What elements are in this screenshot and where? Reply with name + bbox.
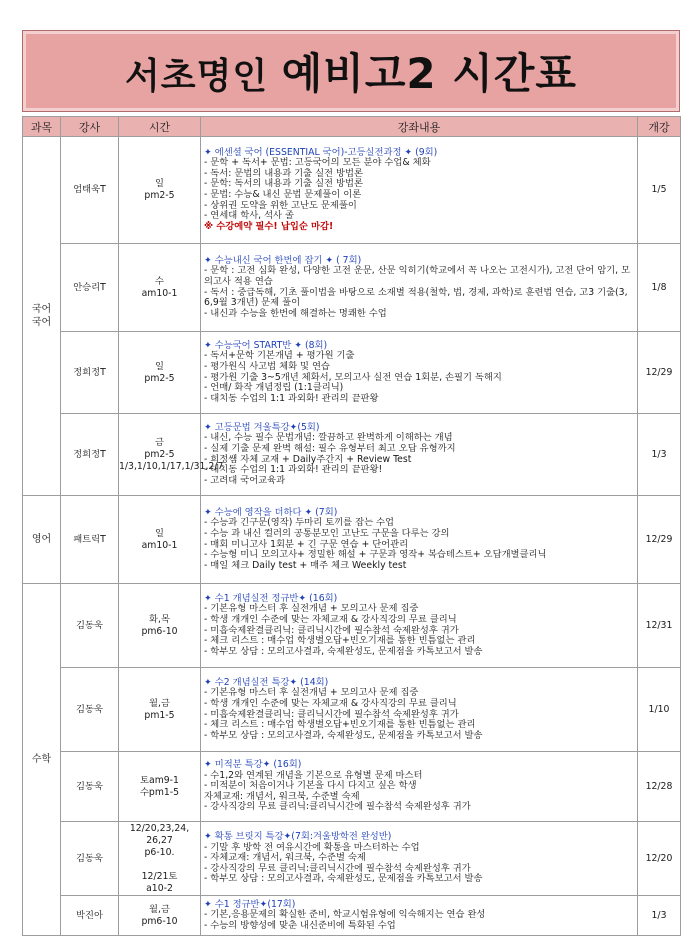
course-line: - 내신, 수능 필수 문법개념: 깔끔하고 완벽하게 이해하는 개념 <box>204 432 453 444</box>
course-line: - 상위권 도약을 위한 고난도 문제풀이 <box>204 199 357 211</box>
course-title: ✦ 수1 개념실전 정규반✦ (16회) <box>204 592 338 604</box>
content-cell <box>201 668 638 752</box>
course-title: ✦ 미적분 특강✦ (16회) <box>204 759 302 771</box>
timetable-page <box>22 30 680 936</box>
title-banner <box>22 30 680 112</box>
time-cell: 12/20,23,24, 26,27 p6-10. 12/21토 a10-2 <box>119 822 201 896</box>
header-subject: 과목 <box>23 117 61 137</box>
course-line: - 문학 + 독서+ 문법: 고등국어의 모든 분야 수업& 체화 <box>204 157 431 169</box>
table-row <box>23 752 681 822</box>
subject-cell: 국어 국어 <box>23 137 61 496</box>
content-cell <box>201 332 638 414</box>
course-line: - 수능 과 내신 컬러의 공통분모인 고난도 구문을 다루는 강의 <box>204 527 450 539</box>
course-line: - 학생 개개인 수준에 맞는 자체교재 & 강사직강의 무료 클리닉 <box>204 697 457 709</box>
header-content: 강좌내용 <box>201 117 638 137</box>
content-cell <box>201 752 638 822</box>
course-line: - 학부모 상담 : 모의고사결과, 숙제완성도, 문제점을 카톡보고서 발송 <box>204 873 483 885</box>
header-teacher: 강사 <box>61 117 119 137</box>
time-cell: 토am9-1 수pm1-5 <box>119 752 201 822</box>
table-row <box>23 668 681 752</box>
course-line: - 기본,응용문제의 확실한 준비, 학교시험유형에 익숙해지는 연습 완성 <box>204 909 486 921</box>
course-title: ✦ 수2 개념실전 특강✦ (14회) <box>204 676 329 688</box>
course-line: - 수능형 미니 모의고사+ 정밀한 해설 + 구문과 영작+ 복습테스트+ 오답개별클리닉 <box>204 549 547 561</box>
course-title: ✦ 수1 정규반✦(17회) <box>204 898 296 910</box>
course-line: - 독서+문학 기본개념 + 평가원 기출 <box>204 350 355 362</box>
time-cell: 일 pm2-5 <box>119 332 201 414</box>
course-line: - 실제 기출 문제 완벽 해설: 필수 유형부터 최고 오답 유형까지 <box>204 442 456 454</box>
course-line: - 체크 리스트 : 매수업 학생별오답+빈오기재를 통한 빈틈없는 관리 <box>204 719 476 731</box>
course-line: - 매일 체크 Daily test + 매주 체크 Weekly test <box>204 559 407 571</box>
content-cell <box>201 896 638 936</box>
content-cell <box>201 822 638 896</box>
course-title: ✦ 수능국어 START반 ✦ (8회) <box>204 339 328 351</box>
course-line: - 미적분이 처음이거나 기본을 다시 다지고 싶은 학생 <box>204 780 417 792</box>
table-row <box>23 584 681 668</box>
timetable <box>22 116 681 936</box>
header-start: 개강 <box>638 117 681 137</box>
time-cell: 금 pm2-5 1/3,1/10,1/17,1/31,2/7 <box>119 414 201 496</box>
start-cell: 12/29 <box>638 496 681 584</box>
course-line: - 기본유형 마스터 후 실전개념 + 모의고사 문제 집중 <box>204 603 419 615</box>
teacher-cell: 엄태욱T <box>61 137 119 244</box>
teacher-cell: 박진아 <box>61 896 119 936</box>
course-warning: ※ 수강예약 필수! 납입순 마감! <box>204 220 334 232</box>
course-line: 자체교재: 개념서, 워크북, 수준별 숙제 <box>204 790 360 802</box>
course-line: - 문법: 수능& 내신 문법 문제풀이 이론 <box>204 189 362 200</box>
course-line: - 미흡숙제완결클리닉: 클리닉시간에 필수참석 숙제완성후 귀가 <box>204 708 459 720</box>
course-line: - 수능의 방향성에 맞춘 내신준비에 특화된 수업 <box>204 919 396 931</box>
course-line: - 독서: 문법의 내용과 기출 실전 방법론 <box>204 167 363 179</box>
content-cell <box>201 496 638 584</box>
course-line: - 매회 미니고사 1회분 + 긴 구문 연습 + 단어관리 <box>204 538 409 550</box>
page-title <box>125 41 577 101</box>
start-cell: 12/31 <box>638 584 681 668</box>
teacher-cell: 김동욱 <box>61 822 119 896</box>
course-line: - 내신과 수능을 한번에 해결하는 명쾌한 수업 <box>204 307 387 319</box>
course-line: - 강사직강의 무료 클리닉:클리닉시간에 필수참석 숙제완성후 귀가 <box>204 801 471 813</box>
table-row <box>23 137 681 244</box>
content-cell <box>201 244 638 332</box>
title-part2: 예비고2 시간표 <box>281 49 577 98</box>
course-line: - 고려대 국어교육과 <box>204 474 286 486</box>
course-title: ✦ 확통 브릿지 특강✦(7회:겨울방학전 완성반) <box>204 831 392 843</box>
teacher-cell: 김동욱 <box>61 584 119 668</box>
course-line: - 평가원식 사고법 체화 및 연습 <box>204 360 330 372</box>
time-cell: 일 am10-1 <box>119 496 201 584</box>
time-cell: 월,금 pm6-10 <box>119 896 201 936</box>
subject-cell: 영어 <box>23 496 61 584</box>
table-row <box>23 414 681 496</box>
start-cell: 12/20 <box>638 822 681 896</box>
course-title: ✦ 수능에 영작을 더하다 ✦ (7회) <box>204 506 338 518</box>
header-time: 시간 <box>119 117 201 137</box>
course-line: - 독서 : 중급독해, 기초 풀이법을 바탕으로 소재별 적용(철학, 법, 경제, 과학)로 훈련법 연습, 고3 기출(3, 6,9월 3개년) 문제 풀이 <box>204 286 628 309</box>
course-line: - 학부모 상담 : 모의고사결과, 숙제완성도, 문제점을 카톡보고서 발송 <box>204 729 483 741</box>
course-line: - 희정쌤 자체 교재 + Daily주간지 + Review Test <box>204 453 412 465</box>
course-line: - 대치동 수업의 1:1 과외화! 관리의 끝판왕! <box>204 464 383 476</box>
course-line: - 체크 리스트 : 매수업 학생별오답+빈오기재를 통한 빈틈없는 관리 <box>204 635 476 647</box>
start-cell: 1/3 <box>638 414 681 496</box>
start-cell: 1/8 <box>638 244 681 332</box>
table-row <box>23 244 681 332</box>
course-line: - 자체교재: 개념서, 워크북, 수준별 숙제 <box>204 852 366 864</box>
content-cell <box>201 584 638 668</box>
teacher-cell: 정희정T <box>61 414 119 496</box>
course-line: - 미흡숙제완결클리닉: 클리닉시간에 필수참석 숙제완성후 귀가 <box>204 624 459 636</box>
course-line: - 문학 : 고전 심화 완성, 다양한 고전 운문, 산문 익히기(학교에서 꼭 나오는 고전시가), 고전 단어 암기, 모의고사 적용 연습 <box>204 265 631 287</box>
course-line: - 기말 후 방학 전 여유시간에 확통을 마스터하는 수업 <box>204 841 420 853</box>
teacher-cell: 김동욱 <box>61 668 119 752</box>
course-line: - 연세대 학사, 석사 졸 <box>204 210 294 222</box>
course-line: - 수능과 긴구문(영작) 두마리 토끼를 잡는 수업 <box>204 517 394 529</box>
timetable-body <box>23 137 681 936</box>
course-line: - 평가원 기출 3~5개년 체화서, 모의고사 실전 연습 1회분, 손필기 독해지 <box>204 371 502 383</box>
time-cell: 일 pm2-5 <box>119 137 201 244</box>
header-row <box>23 117 681 137</box>
course-line: - 대치동 수업의 1:1 과외화! 관리의 끝판왕 <box>204 392 379 404</box>
time-cell: 월,금 pm1-5 <box>119 668 201 752</box>
course-title: ✦ 에센셜 국어 (ESSENTIAL 국어)-고등실전과정 ✦ (9회) <box>204 146 438 158</box>
course-title: ✦ 수능내신 국어 한번에 잡기 ✦ ( 7회) <box>204 254 362 266</box>
table-row <box>23 496 681 584</box>
title-part1: 서초명인 <box>125 56 282 97</box>
start-cell: 1/10 <box>638 668 681 752</box>
start-cell: 12/28 <box>638 752 681 822</box>
course-line: - 수1,2와 연계된 개념을 기본으로 유형별 문제 마스터 <box>204 769 423 781</box>
time-cell: 화,목 pm6-10 <box>119 584 201 668</box>
subject-cell: 수학 <box>23 584 61 936</box>
content-cell <box>201 137 638 244</box>
content-cell <box>201 414 638 496</box>
table-row <box>23 822 681 896</box>
teacher-cell: 패트릭T <box>61 496 119 584</box>
course-line: - 문학: 독서의 내용과 기출 실전 방법론 <box>204 178 363 190</box>
table-row <box>23 896 681 936</box>
course-line: - 학부모 상담 : 모의고사결과, 숙제완성도, 문제점을 카톡보고서 발송 <box>204 645 483 657</box>
start-cell: 1/5 <box>638 137 681 244</box>
course-line: - 기본유형 마스터 후 실전개념 + 모의고사 문제 집중 <box>204 687 419 699</box>
start-cell: 1/3 <box>638 896 681 936</box>
teacher-cell: 안승리T <box>61 244 119 332</box>
course-line: - 언매/ 화작 개념정립 (1:1클리닉) <box>204 382 344 394</box>
start-cell: 12/29 <box>638 332 681 414</box>
course-title: ✦ 고등문법 겨울특강✦(5회) <box>204 421 320 433</box>
teacher-cell: 정희정T <box>61 332 119 414</box>
course-line: - 학생 개개인 수준에 맞는 자체교재 & 강사직강의 무료 클리닉 <box>204 613 457 625</box>
table-row <box>23 332 681 414</box>
course-line: - 강사직강의 무료 클리닉:클리닉시간에 필수참석 숙제완성후 귀가 <box>204 862 471 874</box>
time-cell: 수 am10-1 <box>119 244 201 332</box>
teacher-cell: 김동욱 <box>61 752 119 822</box>
